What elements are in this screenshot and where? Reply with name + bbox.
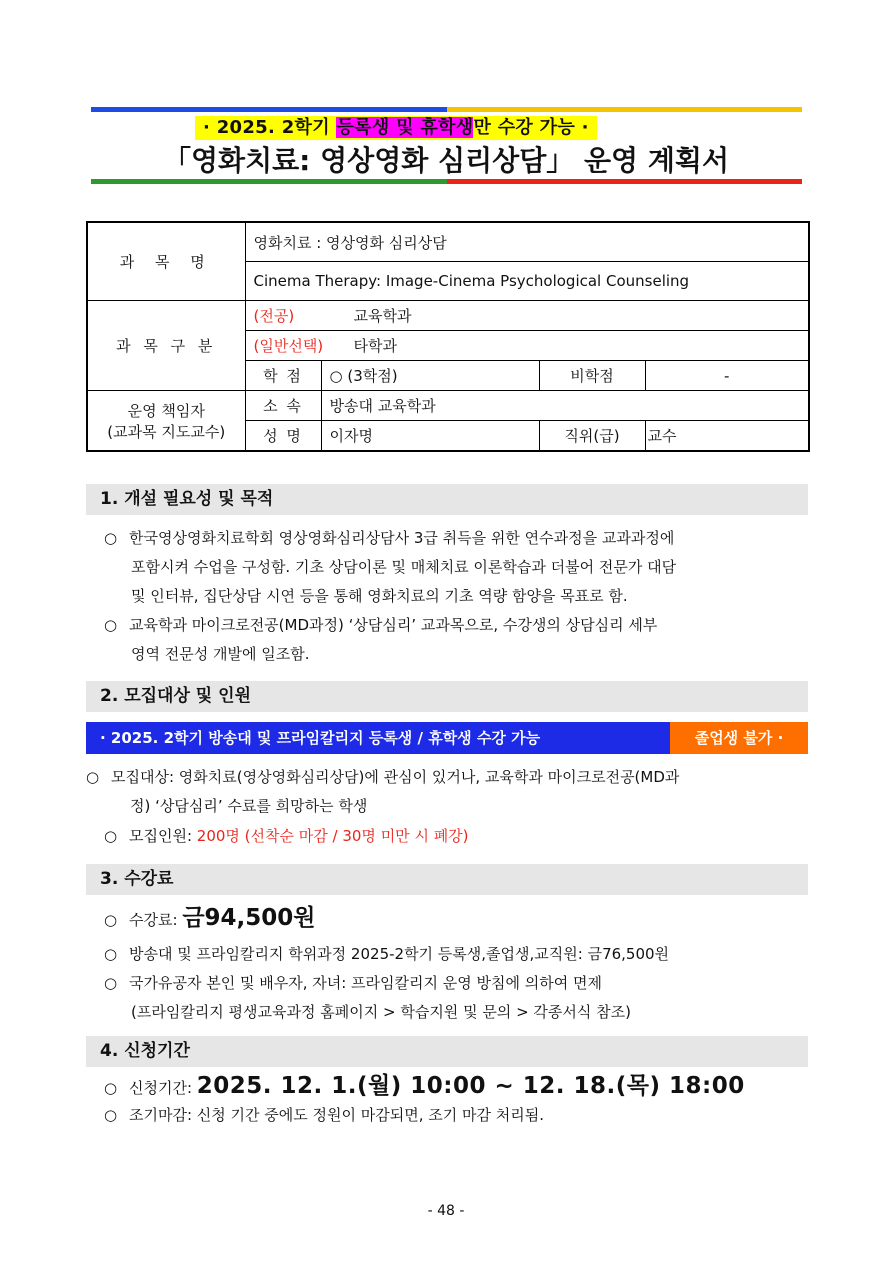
manager-label	[87, 391, 245, 452]
recruit-target	[86, 763, 679, 821]
bullet-circle-icon: ○	[104, 529, 118, 547]
graduate-not-allowed-badge: 졸업생 불가 ·	[670, 722, 808, 754]
position-value: 교수	[645, 421, 809, 452]
course-name-label: 과 목 명	[87, 222, 245, 301]
tagline-pre: · 2025. 2학기	[203, 117, 337, 138]
tagline-banner	[195, 116, 597, 140]
manager-label-line1: 운영 책임자	[127, 401, 205, 420]
tagline-post: 만 수강 가능 ·	[473, 117, 589, 138]
eligibility-banner: · 2025. 2학기 방송대 및 프라임칼리지 등록생 / 휴학생 수강 가능	[86, 722, 670, 754]
early-label: 조기마감:	[129, 1106, 193, 1124]
affiliation-value: 방송대 교육학과	[321, 391, 809, 421]
section1-p1-line2: 포함시켜 수업을 구성함. 기초 상담이론 및 매체치료 이론학습과 더불어 전문가 대담	[131, 558, 677, 576]
position-label: 직위(급)	[539, 421, 645, 452]
discount-line: 방송대 및 프라임칼리지 학위과정 2025-2학기 등록생,졸업생,교직원: 금76,500원	[129, 945, 670, 963]
period-line	[104, 1069, 745, 1105]
recruit-count	[104, 822, 469, 851]
elective-row	[245, 331, 809, 361]
count-label: 모집인원:	[129, 827, 193, 845]
page-number: - 48 -	[427, 1203, 465, 1219]
top-bar-blue	[91, 107, 447, 112]
major-value: 교육학과	[353, 307, 412, 325]
bullet-circle-icon: ○	[104, 1106, 118, 1124]
section1-p2-line2: 영역 전문성 개발에 일조함.	[131, 645, 310, 663]
section1-p1-line1: 한국영상영화치료학회 영상영화심리상담사 3급 취득을 위한 연수과정을 교과과정에	[129, 529, 675, 547]
course-name-en: Cinema Therapy: Image-Cinema Psychological Counseling	[245, 262, 809, 301]
section1-p2-line1: 교육학과 마이크로전공(MD과정) ‘상담심리’ 교과목으로, 수강생의 상담심리 세부	[129, 616, 658, 634]
fee-details	[104, 940, 669, 1027]
noncredit-value: -	[645, 361, 809, 391]
bullet-circle-icon: ○	[104, 616, 118, 634]
fee-value: 금94,500원	[182, 905, 316, 931]
bullet-circle-icon: ○	[104, 827, 118, 845]
exempt-line2: (프라임칼리지 평생교육과정 홈페이지 > 학습지원 및 문의 > 각종서식 참조)	[131, 1003, 631, 1021]
document-title: 「영화치료: 영상영화 심리상담」 운영 계획서	[162, 144, 729, 177]
bullet-circle-icon: ○	[104, 974, 118, 992]
bullet-circle-icon: ○	[104, 1079, 118, 1097]
credit-value: ○ (3학점)	[321, 361, 539, 391]
bullet-circle-icon: ○	[104, 945, 118, 963]
name-value: 이자명	[321, 421, 539, 452]
major-row	[245, 301, 809, 331]
name-label: 성 명	[245, 421, 321, 452]
section1-p1-line3: 및 인터뷰, 집단상담 시연 등을 통해 영화치료의 기초 역량 함양을 목표로 함.	[131, 587, 628, 605]
manager-label-line2: (교과목 지도교수)	[107, 422, 226, 441]
period-value: 2025. 12. 1.(월) 10:00 ~ 12. 18.(목) 18:00	[196, 1073, 745, 1099]
target-label: 모집대상:	[111, 768, 175, 786]
tagline-highlight: 등록생 및 휴학생	[336, 117, 474, 138]
course-name-ko: 영화치료 : 영상영화 심리상담	[245, 222, 809, 262]
section1-heading: 1. 개설 필요성 및 목적	[86, 484, 808, 515]
noncredit-label: 비학점	[539, 361, 645, 391]
affiliation-label: 소 속	[245, 391, 321, 421]
section2-heading: 2. 모집대상 및 인원	[86, 681, 808, 712]
major-label: (전공)	[253, 307, 295, 325]
target-line2: 정) ‘상담심리’ 수료를 희망하는 학생	[130, 797, 368, 815]
top-bar-yellow	[447, 107, 802, 112]
count-value: 200명 (선착순 마감 / 30명 미만 시 폐강)	[196, 827, 469, 845]
elective-label: (일반선택)	[253, 337, 324, 355]
fee-label: 수강료:	[129, 911, 178, 929]
section3-heading: 3. 수강료	[86, 864, 808, 895]
credit-label: 학 점	[245, 361, 321, 391]
bullet-circle-icon: ○	[86, 768, 100, 786]
section1-para1	[104, 524, 676, 669]
early-value: 신청 기간 중에도 정원이 마감되면, 조기 마감 처리됨.	[196, 1106, 545, 1124]
section4-heading: 4. 신청기간	[86, 1036, 808, 1067]
category-label: 과 목 구 분	[87, 301, 245, 391]
exempt-line1: 국가유공자 본인 및 배우자, 자녀: 프라임칼리지 운영 방침에 의하여 면제	[129, 974, 602, 992]
elective-value: 타학과	[353, 337, 397, 355]
target-line1: 영화치료(영상영화심리상담)에 관심이 있거나, 교육학과 마이크로전공(MD과	[178, 768, 680, 786]
fee-line	[104, 901, 316, 937]
bullet-circle-icon: ○	[104, 911, 118, 929]
period-label: 신청기간:	[129, 1079, 193, 1097]
course-info-table	[86, 221, 810, 452]
early-close-line	[104, 1101, 544, 1130]
